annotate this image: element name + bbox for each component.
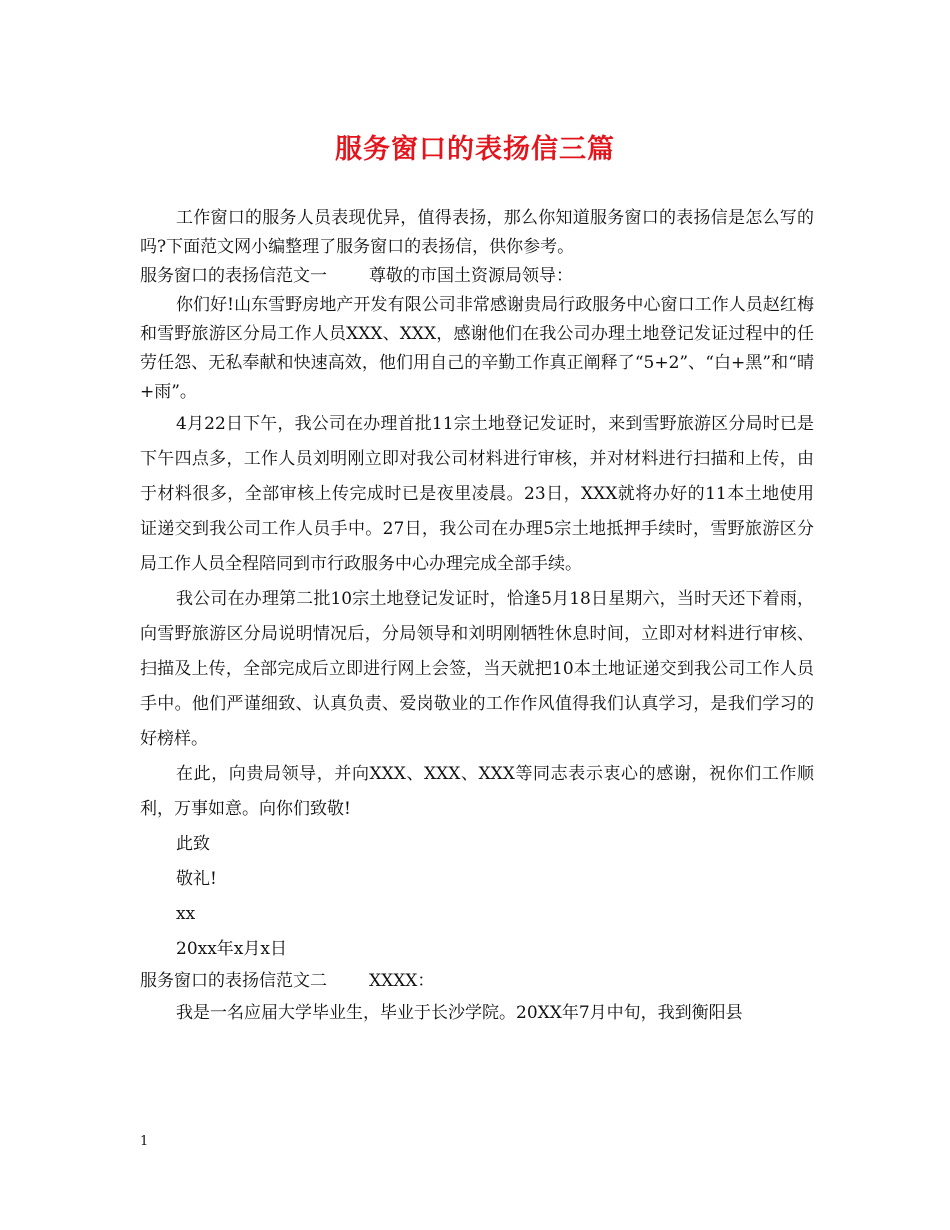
page-number: 1 — [140, 1134, 149, 1149]
letter1-date: 20xx年x月x日 — [176, 939, 287, 959]
letter2-paragraph-1: 我是一名应届大学毕业生，毕业于长沙学院。20XX年7月中旬，我到衡阳县 — [176, 1003, 743, 1023]
letter2-greeting: XXXX： — [369, 971, 435, 991]
page-title: 服务窗口的表扬信三篇 — [335, 134, 615, 165]
document-body — [140, 204, 814, 1031]
intro-paragraph: 工作窗口的服务人员表现优异，值得表扬，那么你知道服务窗口的表扬信是怎么写的吗?下面范文网小编整理了服务窗口的表扬信，供你参考。 — [140, 208, 814, 257]
letter1-paragraph-1: 你们好!山东雪野房地产开发有限公司非常感谢贵局行政服务中心窗口工作人员赵红梅和雪野旅游区分局工作人员XXX、XXX，感谢他们在我公司办理土地登记发证过程中的任劳任怨、无私奉献和快速高效，他们用自己的辛勤工作真正阐释了“5+2”、“白+黑”和“晴+雨”。 — [140, 295, 814, 402]
letter1-paragraph-2: 4月22日下午，我公司在办理首批11宗土地登记发证时，来到雪野旅游区分局时已是下午四点多，工作人员刘明刚立即对我公司材料进行审核，并对材料进行扫描和上传，由于材料很多，全部审核上传完成时已是夜里凌晨。23日，XXX就将办好的11本土地使用证递交到我公司工作人员手中。27日，我公司在办理5宗土地抵押手续时，雪野旅游区分局工作人员全程陪同到市行政服务中心办理完成全部手续。 — [140, 414, 814, 574]
letter1-heading: 服务窗口的表扬信范文一 — [140, 266, 327, 286]
letter1-paragraph-4: 在此，向贵局领导，并向XXX、XXX、XXX等同志表示衷心的感谢，祝你们工作顺利，万事如意。向你们致敬! — [140, 764, 814, 819]
letter1-signature: xx — [176, 904, 196, 924]
letter1-closing: 此致 — [176, 834, 210, 854]
letter1-heading-line — [140, 262, 814, 291]
letter2-heading-line — [140, 967, 814, 996]
letter1-paragraph-3: 我公司在办理第二批10宗土地登记发证时，恰逢5月18日星期六，当时天还下着雨，向雪野旅游区分局说明情况后，分局领导和刘明刚牺牲休息时间，立即对材料进行审核、扫描及上传，全部完成后立即进行网上会签，当天就把10本土地证递交到我公司工作人员手中。他们严谨细致、认真负责、爱岗敬业的工作作风值得我们认真学习，是我们学习的好榜样。 — [140, 589, 814, 749]
letter2-heading: 服务窗口的表扬信范文二 — [140, 971, 327, 991]
letter1-salute: 敬礼! — [176, 869, 217, 889]
letter1-greeting: 尊敬的市国土资源局领导： — [369, 266, 573, 286]
